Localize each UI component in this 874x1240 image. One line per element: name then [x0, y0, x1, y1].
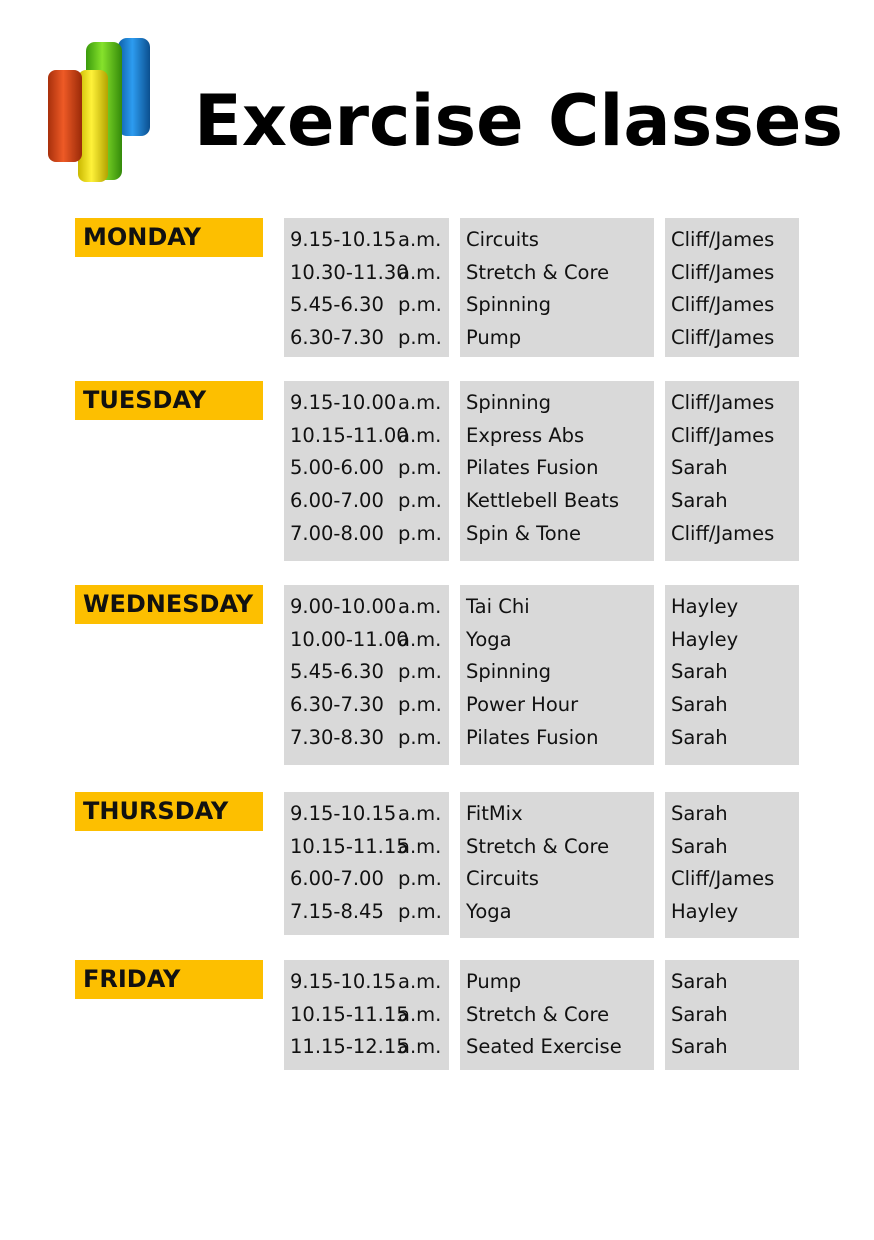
instructor-name: Cliff/James	[671, 293, 775, 317]
logo-icon	[44, 36, 156, 188]
time-column	[284, 218, 449, 357]
instructor-column	[665, 218, 799, 357]
time-cell	[290, 485, 449, 518]
class-name: Spinning	[466, 660, 552, 684]
time-cell	[290, 452, 449, 485]
instructor-name: Cliff/James	[671, 391, 775, 414]
time-period: p.m.	[398, 725, 442, 749]
instructor-column	[665, 585, 799, 765]
class-name: Pilates Fusion	[466, 725, 599, 749]
time-period: a.m.	[398, 423, 442, 447]
class-name: Circuits	[466, 867, 539, 891]
instructor-name: Sarah	[671, 693, 728, 717]
instructor-name: Sarah	[671, 834, 728, 858]
instructor-column	[665, 792, 799, 938]
time-range: 10.00-11.00	[290, 627, 409, 651]
instructor-name: Cliff/James	[671, 228, 775, 251]
day-label: THURSDAY	[75, 792, 263, 831]
time-cell	[290, 896, 449, 929]
day-label: WEDNESDAY	[75, 585, 263, 624]
class-name: Stretch & Core	[466, 260, 610, 284]
time-range: 10.30-11.30	[290, 260, 409, 284]
time-cell	[290, 257, 449, 290]
time-range: 6.30-7.30	[290, 326, 384, 350]
time-period: a.m.	[398, 260, 442, 284]
time-period: p.m.	[398, 521, 442, 545]
instructor-column	[665, 960, 799, 1070]
class-name: Kettlebell Beats	[466, 489, 620, 513]
time-period: a.m.	[398, 802, 442, 825]
time-range: 7.30-8.30	[290, 725, 384, 749]
class-column	[460, 960, 654, 1070]
class-column	[460, 381, 654, 561]
time-range: 5.00-6.00	[290, 456, 384, 480]
class-name: Spinning	[466, 391, 552, 414]
instructor-name: Cliff/James	[671, 423, 775, 447]
time-range: 7.00-8.00	[290, 521, 384, 545]
time-cell	[290, 518, 449, 551]
time-cell	[290, 387, 449, 420]
time-cell	[290, 656, 449, 689]
class-name: Power Hour	[466, 693, 579, 717]
time-period: a.m.	[398, 595, 442, 618]
class-name: Yoga	[466, 900, 512, 924]
time-period: a.m.	[398, 391, 442, 414]
time-column	[284, 381, 449, 561]
class-name: Express Abs	[466, 423, 585, 447]
time-range: 5.45-6.30	[290, 293, 384, 317]
time-range: 10.15-11.15	[290, 834, 409, 858]
time-range: 9.15-10.15	[290, 228, 397, 251]
class-name: Seated Exercise	[466, 1035, 622, 1059]
class-name: Circuits	[466, 228, 539, 251]
time-period: p.m.	[398, 293, 442, 317]
time-cell	[290, 289, 449, 322]
class-column	[460, 792, 654, 938]
time-period: a.m.	[398, 1035, 442, 1059]
instructor-name: Sarah	[671, 1035, 728, 1059]
instructor-name: Sarah	[671, 970, 728, 993]
time-period: p.m.	[398, 900, 442, 924]
time-cell	[290, 689, 449, 722]
time-cell	[290, 831, 449, 864]
time-range: 9.15-10.15	[290, 970, 397, 993]
time-range: 7.15-8.45	[290, 900, 384, 924]
instructor-name: Cliff/James	[671, 260, 775, 284]
time-period: a.m.	[398, 228, 442, 251]
page-title: Exercise Classes	[194, 80, 844, 162]
time-period: p.m.	[398, 326, 442, 350]
time-range: 9.00-10.00	[290, 595, 397, 618]
time-period: p.m.	[398, 693, 442, 717]
instructor-name: Cliff/James	[671, 326, 775, 350]
class-name: Pump	[466, 326, 522, 350]
time-column	[284, 585, 449, 765]
time-cell	[290, 999, 449, 1032]
time-range: 5.45-6.30	[290, 660, 384, 684]
instructor-name: Cliff/James	[671, 867, 775, 891]
time-cell	[290, 322, 449, 355]
time-range: 9.15-10.00	[290, 391, 397, 414]
class-column	[460, 218, 654, 357]
instructor-name: Sarah	[671, 456, 728, 480]
time-period: p.m.	[398, 456, 442, 480]
class-column	[460, 585, 654, 765]
time-cell	[290, 966, 449, 999]
class-name: Pilates Fusion	[466, 456, 599, 480]
instructor-name: Sarah	[671, 489, 728, 513]
day-label: MONDAY	[75, 218, 263, 257]
time-range: 10.15-11.15	[290, 1002, 409, 1026]
time-period: p.m.	[398, 489, 442, 513]
time-cell	[290, 591, 449, 624]
time-cell	[290, 798, 449, 831]
time-period: p.m.	[398, 660, 442, 684]
class-name: Yoga	[466, 627, 512, 651]
time-range: 9.15-10.15	[290, 802, 397, 825]
class-name: Tai Chi	[466, 595, 530, 618]
time-period: a.m.	[398, 834, 442, 858]
time-period: p.m.	[398, 867, 442, 891]
time-cell	[290, 863, 449, 896]
time-range: 11.15-12.15	[290, 1035, 409, 1059]
instructor-name: Hayley	[671, 595, 739, 618]
time-period: a.m.	[398, 1002, 442, 1026]
instructor-column	[665, 381, 799, 561]
instructor-name: Cliff/James	[671, 521, 775, 545]
day-label: TUESDAY	[75, 381, 263, 420]
day-label: FRIDAY	[75, 960, 263, 999]
class-name: Spin & Tone	[466, 521, 582, 545]
instructor-name: Hayley	[671, 900, 739, 924]
instructor-name: Sarah	[671, 725, 728, 749]
time-cell	[290, 722, 449, 755]
class-name: Spinning	[466, 293, 552, 317]
class-name: Pump	[466, 970, 522, 993]
time-period: a.m.	[398, 627, 442, 651]
time-range: 6.00-7.00	[290, 867, 384, 891]
time-cell	[290, 1031, 449, 1064]
time-range: 10.15-11.00	[290, 423, 409, 447]
time-column	[284, 960, 449, 1070]
time-range: 6.00-7.00	[290, 489, 384, 513]
time-cell	[290, 420, 449, 453]
instructor-name: Sarah	[671, 1002, 728, 1026]
class-name: Stretch & Core	[466, 1002, 610, 1026]
time-column	[284, 792, 449, 935]
class-name: FitMix	[466, 802, 523, 825]
time-cell	[290, 224, 449, 257]
class-name: Stretch & Core	[466, 834, 610, 858]
instructor-name: Sarah	[671, 802, 728, 825]
time-cell	[290, 624, 449, 657]
instructor-name: Hayley	[671, 627, 739, 651]
time-range: 6.30-7.30	[290, 693, 384, 717]
time-period: a.m.	[398, 970, 442, 993]
instructor-name: Sarah	[671, 660, 728, 684]
